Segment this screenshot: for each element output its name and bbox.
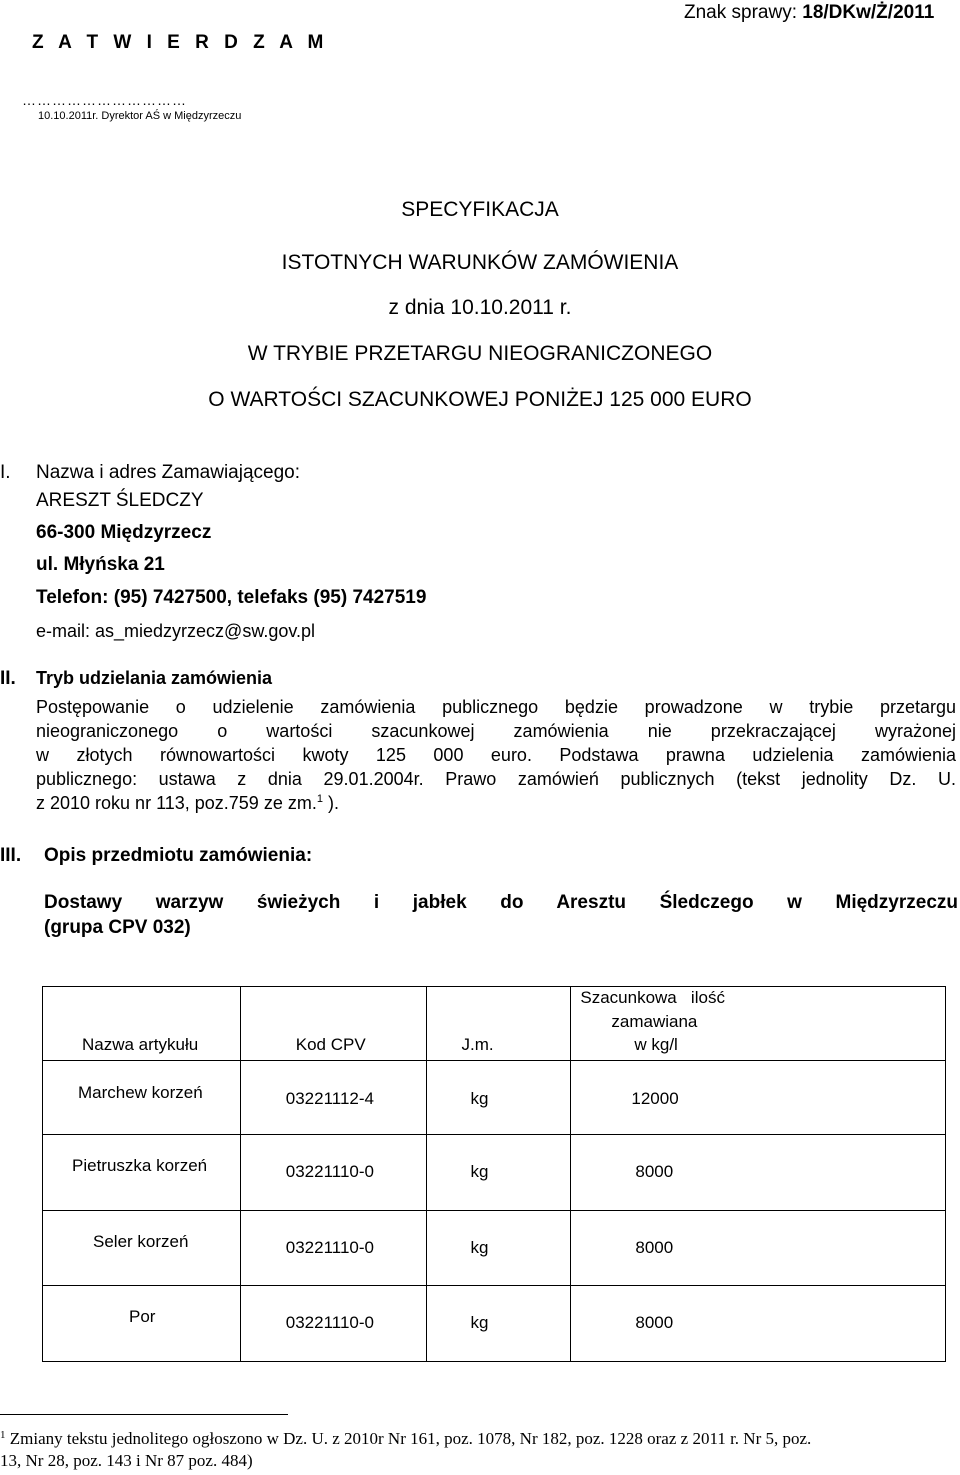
approval-date: 10.10.2011r. Dyrektor AŚ w Międzyrzeczu <box>38 110 242 122</box>
section-2-line-3: w złotych równowartości kwoty 125 000 euro. Podstawa prawna udzielenia zamówienia <box>36 745 956 765</box>
section-2-body <box>36 695 956 815</box>
orderer-name: ARESZT ŚLEDCZY <box>36 490 204 511</box>
table-row <box>43 1135 946 1211</box>
case-number-prefix: Znak sprawy: <box>684 2 803 23</box>
order-subject <box>44 890 958 940</box>
cell-cpv <box>240 1211 426 1286</box>
header-cell-cpv <box>240 987 426 1061</box>
cell-cpv <box>240 1286 426 1362</box>
orderer-city: 66-300 Międzyrzecz <box>36 522 212 543</box>
header-qty-line-1: Szacunkowa ilość <box>580 988 725 1007</box>
section-1-number: I. <box>0 462 11 483</box>
section-2-line-5-end: ). <box>322 793 339 813</box>
item-qty: 8000 <box>635 1162 674 1181</box>
signature-line: …………………………… <box>22 92 187 108</box>
section-2-line-5-text: z 2010 roku nr 113, poz.759 ze zm. <box>36 793 317 813</box>
footnote-separator <box>0 1414 288 1415</box>
item-unit: kg <box>470 1162 489 1181</box>
section-1-heading <box>36 462 300 484</box>
item-name: Marchew korzeń <box>78 1083 203 1102</box>
item-cpv: 03221110-0 <box>285 1238 374 1257</box>
section-2-line-5 <box>36 791 956 815</box>
order-subject-line-1: Dostawy warzyw świeżych i jabłek do Aresztu Śledczego w Międzyrzeczu <box>44 892 958 913</box>
cell-qty <box>571 1135 946 1211</box>
table-header-row <box>43 987 946 1061</box>
header-unit: J.m. <box>461 1035 494 1054</box>
case-number-value: 18/DKw/Ż/2011 <box>802 2 935 23</box>
cell-cpv <box>240 1135 426 1211</box>
orderer-email: e-mail: as_miedzyrzecz@sw.gov.pl <box>36 621 316 641</box>
footnote <box>0 1428 956 1472</box>
item-name: Por <box>129 1307 156 1326</box>
footnote-ref: 1 <box>316 793 323 805</box>
footnote-marker: 1 <box>0 1429 6 1441</box>
header-cell-name <box>43 987 241 1061</box>
cell-unit <box>426 1211 571 1286</box>
item-cpv: 03221112-4 <box>285 1089 374 1108</box>
doc-title-line-3: z dnia 10.10.2011 r. <box>388 296 572 319</box>
order-subject-line-2: (grupa CPV 032) <box>44 917 191 938</box>
cell-qty <box>571 1061 946 1135</box>
case-number <box>684 2 934 24</box>
cell-name <box>43 1211 241 1286</box>
item-cpv: 03221110-0 <box>285 1313 374 1332</box>
item-cpv: 03221110-0 <box>285 1162 374 1181</box>
orderer-phone: Telefon: (95) 7427500, telefaks (95) 7427519 <box>36 587 427 608</box>
cell-qty <box>571 1286 946 1362</box>
cell-name <box>43 1061 241 1135</box>
orderer-street: ul. Młyńska 21 <box>36 554 165 575</box>
cell-qty <box>571 1211 946 1286</box>
doc-title-line-4: W TRYBIE PRZETARGU NIEOGRANICZONEGO <box>247 342 713 365</box>
header-cell-qty <box>571 987 946 1061</box>
cell-name <box>43 1135 241 1211</box>
section-1-heading-text: Nazwa i adres Zamawiającego <box>36 462 295 483</box>
doc-title-line-5: O WARTOŚCI SZACUNKOWEJ PONIŻEJ 125 000 EURO <box>208 388 752 411</box>
header-cpv: Kod CPV <box>295 1035 366 1054</box>
cell-cpv <box>240 1061 426 1135</box>
section-2-line-4: publicznego: ustawa z dnia 29.01.2004r. Prawo zamówień publicznych (tekst jednolity Dz. U. <box>36 769 956 789</box>
header-qty-line-2: zamawiana <box>611 1012 698 1031</box>
item-qty: 8000 <box>635 1238 674 1257</box>
section-3-number: III. <box>0 845 22 866</box>
cell-unit <box>426 1286 571 1362</box>
footnote-line-2: 13, Nr 28, poz. 143 i Nr 87 poz. 484) <box>0 1451 253 1470</box>
item-qty: 8000 <box>635 1313 674 1332</box>
section-2-number: II. <box>0 668 16 689</box>
section-1-heading-colon: : <box>294 462 301 483</box>
item-name: Pietruszka korzeń <box>72 1156 208 1175</box>
header-qty-line-3: w kg/l <box>634 1035 678 1054</box>
item-unit: kg <box>470 1089 489 1108</box>
approve-label: Z A T W I E R D Z A M <box>32 32 329 53</box>
item-qty: 12000 <box>631 1089 679 1108</box>
item-unit: kg <box>470 1313 489 1332</box>
cell-name <box>43 1286 241 1362</box>
footnote-line-1 <box>0 1428 956 1450</box>
section-2-heading: Tryb udzielania zamówienia <box>36 668 273 688</box>
header-cell-unit <box>426 987 571 1061</box>
cell-unit <box>426 1135 571 1211</box>
header-name: Nazwa artykułu <box>82 1035 199 1054</box>
item-name: Seler korzeń <box>93 1232 189 1251</box>
cell-unit <box>426 1061 571 1135</box>
doc-title-line-2: ISTOTNYCH WARUNKÓW ZAMÓWIENIA <box>281 251 679 274</box>
section-2-line-2: nieograniczonego o wartości szacunkowej zamówienia nie przekraczającej wyrażonej <box>36 721 956 741</box>
table-row <box>43 1211 946 1286</box>
doc-title-line-1: SPECYFIKACJA <box>401 198 559 221</box>
section-2-line-1: Postępowanie o udzielenie zamówienia publicznego będzie prowadzone w trybie przetargu <box>36 697 956 717</box>
items-table <box>42 986 946 1362</box>
item-unit: kg <box>470 1238 489 1257</box>
footnote-text-1: Zmiany tekstu jednolitego ogłoszono w Dz. U. z 2010r Nr 161, poz. 1078, Nr 182, poz. 1228 oraz z 2011 r. Nr 5, poz. <box>5 1429 812 1448</box>
table-row <box>43 1286 946 1362</box>
section-3-heading: Opis przedmiotu zamówienia: <box>44 845 313 866</box>
table-row <box>43 1061 946 1135</box>
